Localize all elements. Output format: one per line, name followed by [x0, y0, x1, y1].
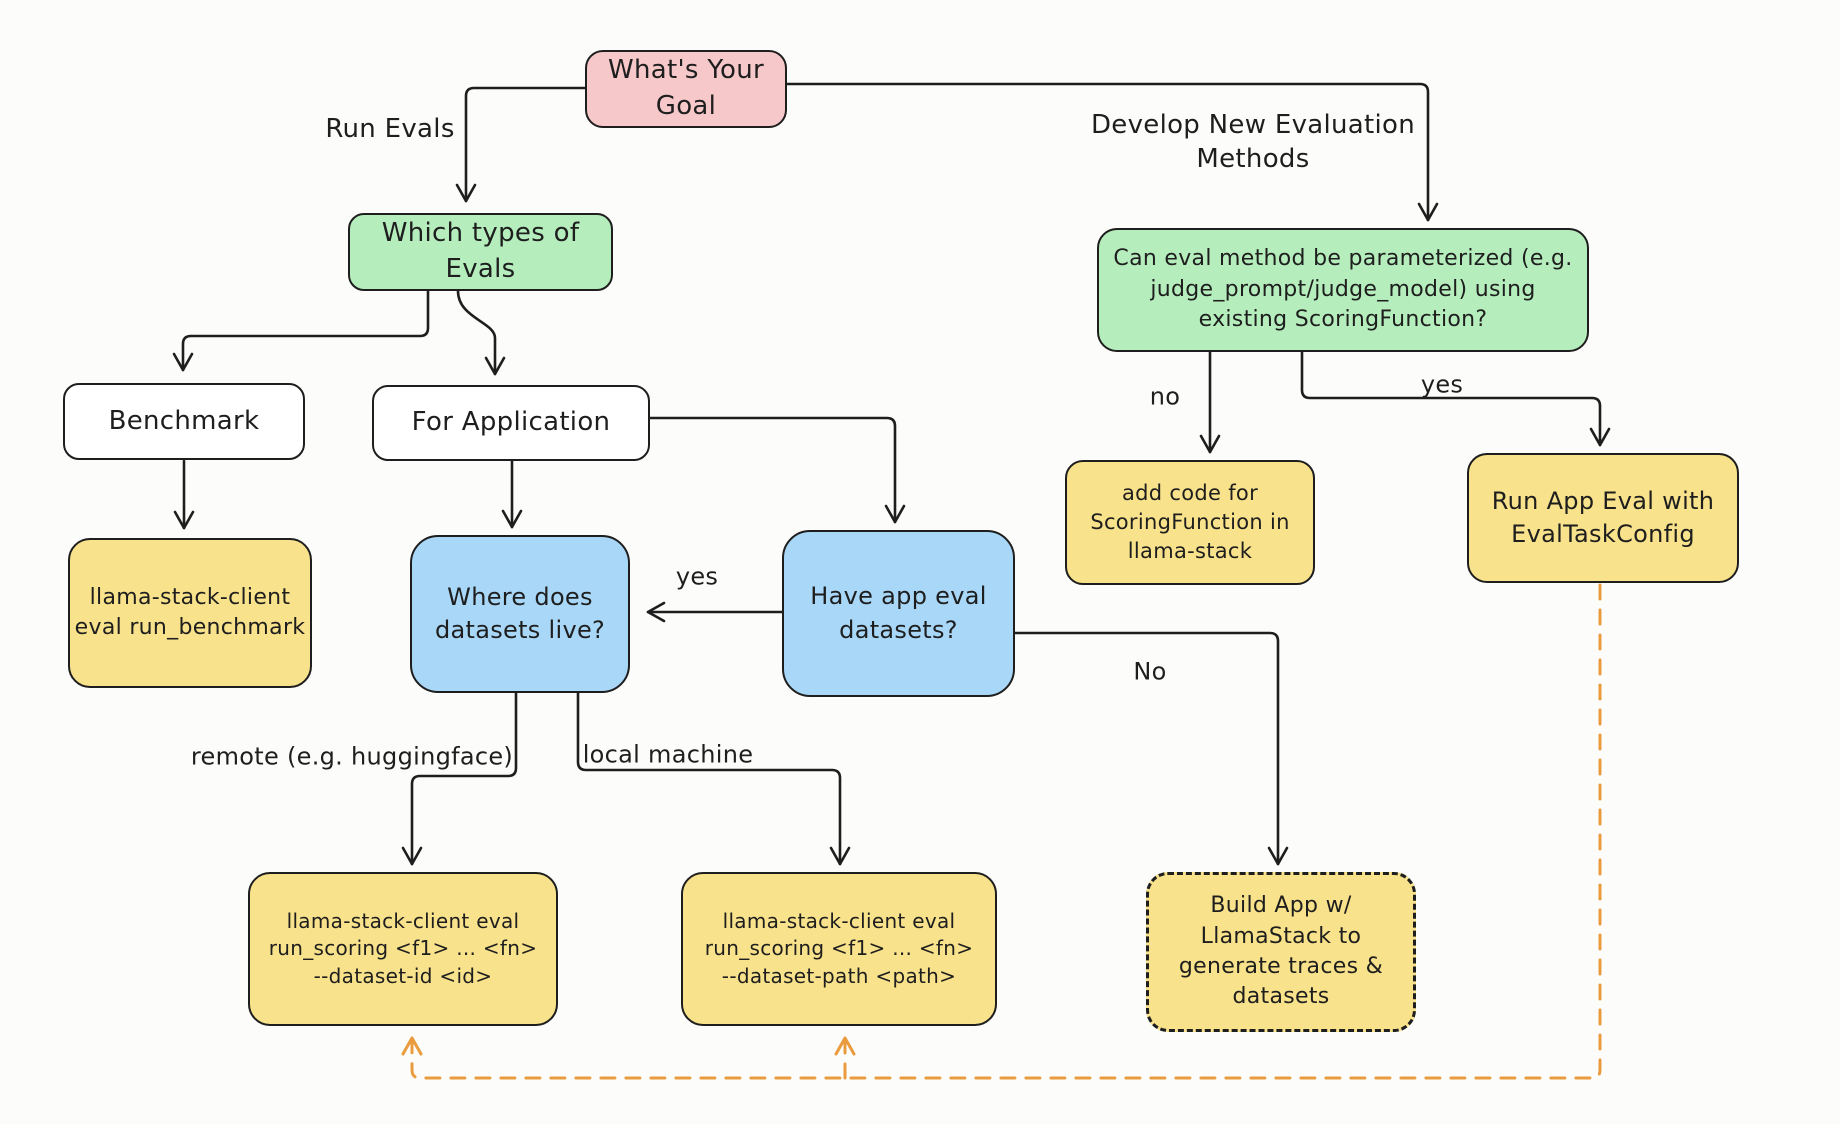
edge-label-run-evals: Run Evals	[325, 114, 455, 145]
node-build-app-with-llamastack: Build App w/ LlamaStack to generate traces & datasets	[1146, 872, 1416, 1032]
node-benchmark: Benchmark	[63, 383, 305, 460]
node-run-app-eval-with-evaltaskconfig: Run App Eval with EvalTaskConfig	[1467, 453, 1739, 583]
edge-label-remote-huggingface: remote (e.g. huggingface)	[190, 742, 514, 771]
node-run-benchmark-command: llama-stack-client eval run_benchmark	[68, 538, 312, 688]
node-for-application: For Application	[372, 385, 650, 461]
node-where-does-datasets-live: Where does datasets live?	[410, 535, 630, 693]
edge-label-develop-new-evaluation-methods: Develop New Evaluation Methods	[1090, 110, 1416, 174]
edge-label-no-parameterized: no	[1149, 382, 1181, 411]
edge-label-local-machine: local machine	[582, 740, 754, 769]
connector-goal-to-which-types	[466, 88, 585, 201]
node-run-scoring-dataset-id-command: llama-stack-client eval run_scoring <f1> ... <fn> --dataset-id <id>	[248, 872, 558, 1026]
connector-which-types-to-benchmark	[183, 291, 428, 370]
edge-label-yes-have-datasets: yes	[675, 562, 719, 591]
node-which-types-of-evals: Which types of Evals	[348, 213, 613, 291]
connector-where-datasets-remote-to-run-scoring-id	[412, 693, 516, 864]
connector-where-datasets-local-to-run-scoring-path	[578, 693, 840, 864]
node-have-app-eval-datasets: Have app eval datasets?	[782, 530, 1015, 697]
connector-for-application-to-have-datasets	[650, 418, 895, 522]
node-add-code-for-scoring-function: add code for ScoringFunction in llama-stack	[1065, 460, 1315, 585]
node-can-eval-method-be-parameterized: Can eval method be parameterized (e.g. judge_prompt/judge_model) using existing ScoringFunction?	[1097, 228, 1589, 352]
node-run-scoring-dataset-path-command: llama-stack-client eval run_scoring <f1> ... <fn> --dataset-path <path>	[681, 872, 997, 1026]
connector-which-types-to-for-application	[458, 291, 495, 374]
node-whats-your-goal: What's Your Goal	[585, 50, 787, 128]
edge-label-yes-parameterized: yes	[1420, 370, 1464, 399]
edge-label-no-have-datasets: No	[1133, 657, 1167, 686]
